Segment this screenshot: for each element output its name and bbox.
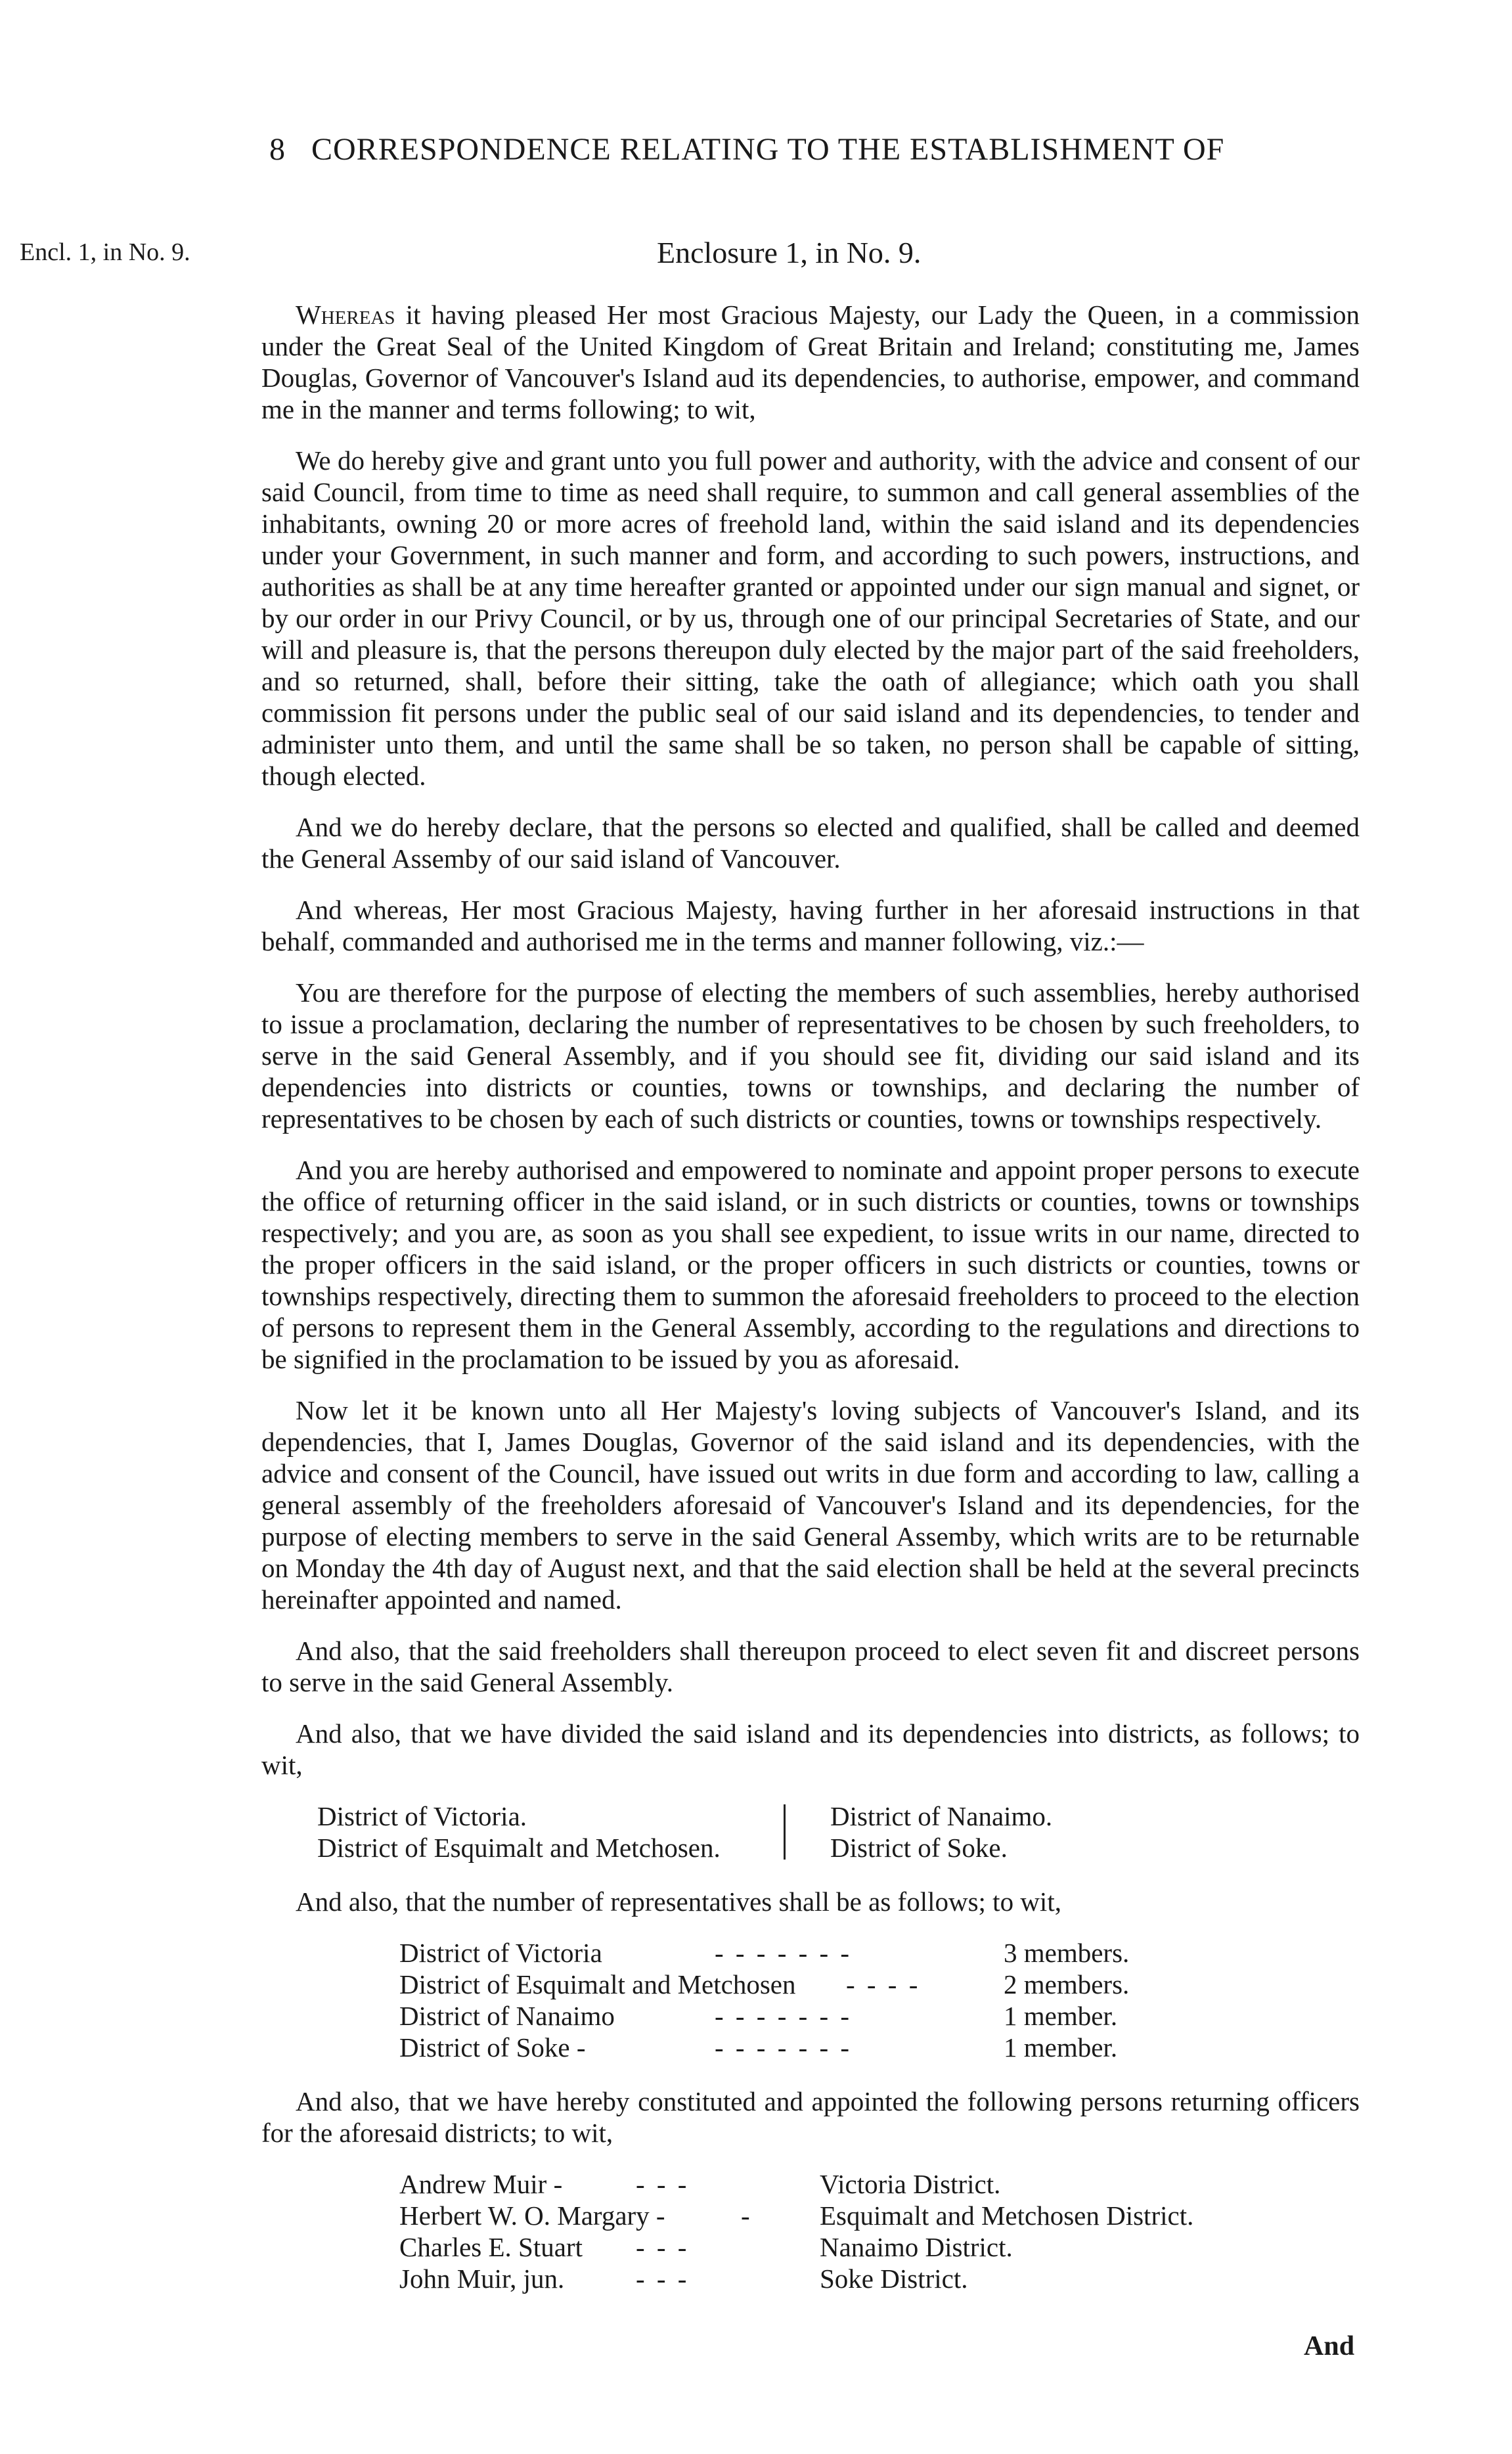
table-row: John Muir, jun. - - - Soke District.	[399, 2264, 968, 2294]
page-number: 8	[269, 132, 286, 167]
paragraph-grant: We do hereby give and grant unto you full power and authority, with the advice and consent of our said Council, from time to time as need shall require, to summon and call general assemblies of the inhabitants, owning 20 or more acres of freehold land, within the said island and its dependencies under your Government, in such manner and form, and according to such powers, instructions, and authorities as shall be at any time hereafter granted or appointed under our sign manual and signet, or by our order in our Privy Council, or by us, through one of our principal Secretaries of State, and our will and pleasure is, that the persons thereupon duly elected by the major part of the said freeholders, and so returned, shall, before their sitting, take the oath of allegiance; which oath you shall commission fit persons under the public seal of our said island and its dependencies, to tender and administer unto them, and until the same shall be so taken, no person shall be capable of sitting, though elected.	[261, 445, 1360, 791]
table-row: Charles E. Stuart - - - Nanaimo District.	[399, 2232, 1013, 2262]
enclosure-title: Enclosure 1, in No. 9.	[657, 236, 922, 269]
table-row: District of Esquimalt and Metchosen - - - - 2 members.	[399, 1969, 1130, 1999]
paragraph-whereas-instructions: And whereas, Her most Gracious Majesty, having further in her aforesaid instructions in that behalf, commanded and authorised me in the terms and manner following, viz.:—	[261, 895, 1360, 956]
district-item: District of Esquimalt and Metchosen.	[317, 1833, 721, 1863]
paragraph-reps-intro: And also, that the number of representatives shall be as follows; to wit,	[296, 1886, 1061, 1917]
paragraph-proclamation: You are therefore for the purpose of electing the members of such assemblies, hereby authorised to issue a proclamation, declaring the number of representatives to be chosen by such freeholders, to serve in the said General Assembly, and if you should see fit, dividing our said island and its dependencies into districts or counties, towns or townships, and declaring the number of representatives to be chosen by each of such districts or counties, towns or townships respectively.	[261, 977, 1360, 1134]
paragraph-declare: And we do hereby declare, that the persons so elected and qualified, shall be called and deemed the General Assemby of our said island of Vancouver.	[261, 812, 1360, 874]
table-row: District of Soke - - - - - - - - 1 member.	[399, 2032, 1118, 2063]
district-item: District of Nanaimo.	[830, 1801, 1053, 1831]
paragraph-whereas: Whereas it having pleased Her most Gracious Majesty, our Lady the Queen, in a commission under the Great Seal of the United Kingdom of Great Britain and Ireland; constituting me, James Douglas, Governor of Vancouver's Island aud its dependencies, to authorise, empower, and command me in the manner and terms following; to wit,	[261, 300, 1360, 424]
paragraph-returning-officer: And you are hereby authorised and empowered to nominate and appoint proper persons to execute the office of returning officer in the said island, or in such districts or counties, towns or townships respectively; and you are, as soon as you shall see expedient, to issue writs in our name, directed to the proper officers in the said island, or the proper officers in such districts or counties, towns or townships respectively, directing them to summon the aforesaid freeholders to proceed to the election of persons to represent them in the General Assembly, according to the regulations and directions to be signified in the proclamation to be issued by you as aforesaid.	[261, 1155, 1360, 1374]
paragraph-officers-intro: And also, that we have hereby constituted and appointed the following persons returning officers for the aforesaid districts; to wit,	[261, 2086, 1360, 2148]
representatives-table	[399, 1937, 1360, 2063]
paragraph-districts-intro: And also, that we have divided the said island and its dependencies into districts, as follows; to wit,	[261, 1718, 1360, 1780]
catchword: And	[1304, 2331, 1355, 2361]
brace-divider	[784, 1804, 791, 1860]
paragraph-writs: Now let it be known unto all Her Majesty's loving subjects of Vancouver's Island, and its dependencies, that I, James Douglas, Governor of the said island and its dependencies, with the advice and consent of the Council, have issued out writs in due form and according to law, calling a general assembly of the freeholders aforesaid of Vancouver's Island and its dependencies, for the purpose of electing members to serve in the said General Assemby, which writs are to be returnable on Monday the 4th day of August next, and that the said election shall be held at the several precincts hereinafter appointed and named.	[261, 1395, 1360, 1615]
returning-officers-table	[399, 2168, 1360, 2294]
lead-word: Whereas	[296, 300, 395, 330]
district-item: District of Victoria.	[317, 1801, 527, 1831]
districts-right	[830, 1800, 1290, 1863]
table-row: Andrew Muir - - - - Victoria District.	[399, 2169, 1001, 2199]
district-item: District of Soke.	[830, 1833, 1008, 1863]
table-row: District of Nanaimo - - - - - - - 1 member.	[399, 2001, 1118, 2031]
running-title: CORRESPONDENCE RELATING TO THE ESTABLISHMENT OF	[311, 132, 1225, 167]
table-row: Herbert W. O. Margary - - Esquimalt and Metchosen District.	[399, 2200, 1194, 2231]
document-body	[261, 299, 1360, 2294]
margin-note: Encl. 1, in No. 9.	[20, 238, 190, 266]
districts-left	[317, 1800, 777, 1863]
table-row: District of Victoria - - - - - - - 3 members.	[399, 1938, 1130, 1968]
paragraph-seven-persons: And also, that the said freeholders shall thereupon proceed to elect seven fit and discreet persons to serve in the said General Assembly.	[261, 1636, 1360, 1697]
running-header	[269, 131, 1346, 167]
districts-list	[317, 1800, 1360, 1863]
